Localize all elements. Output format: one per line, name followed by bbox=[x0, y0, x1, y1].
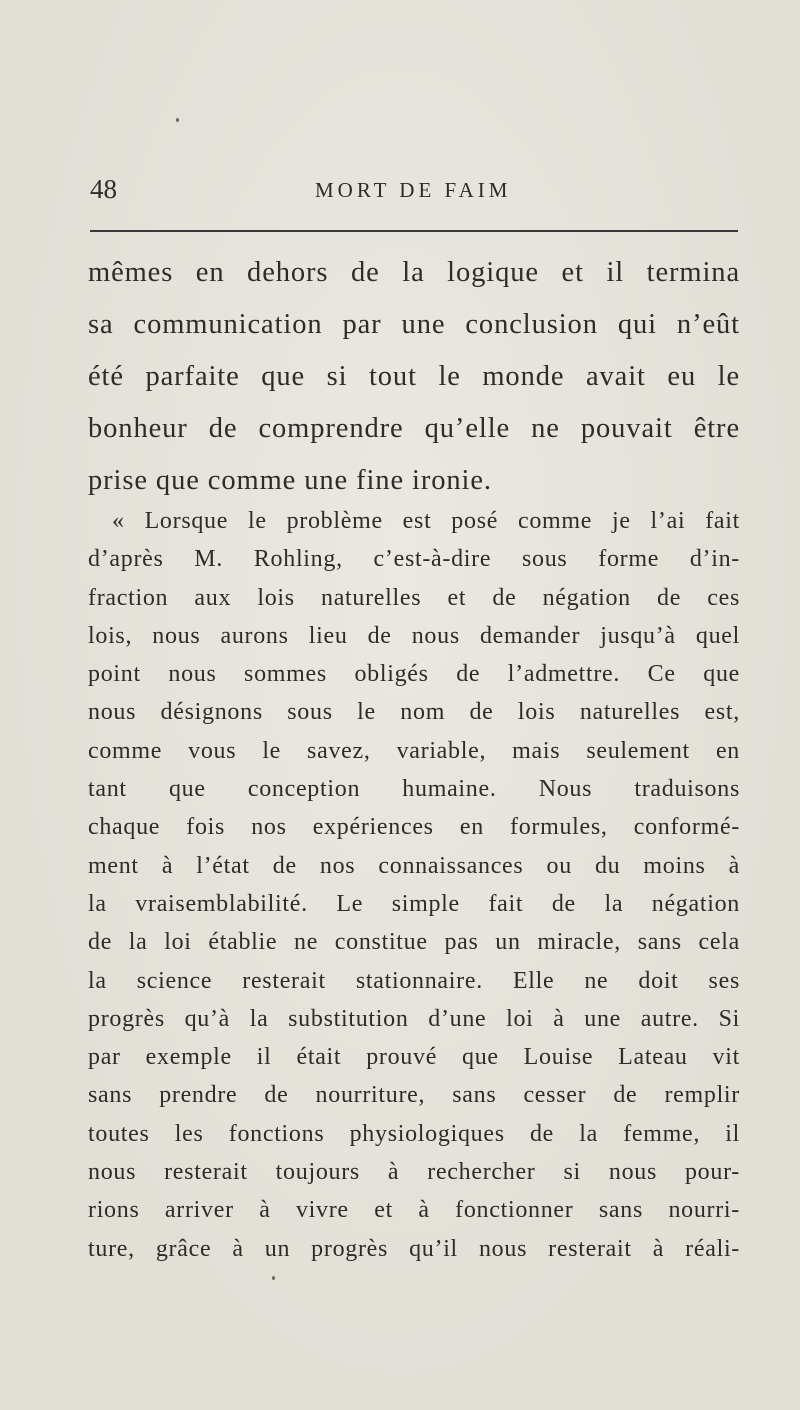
paper-speck bbox=[176, 118, 179, 122]
text-line: la vraisemblabilité. Le simple fait de la négation bbox=[88, 890, 740, 917]
text-line: lois, nous aurons lieu de nous demander jusqu’à quel bbox=[88, 622, 740, 649]
text-line: la science resterait stationnaire. Elle ne doit ses bbox=[88, 967, 740, 994]
header-rule bbox=[90, 230, 738, 232]
text-line: nous désignons sous le nom de lois naturelles est, bbox=[88, 699, 740, 726]
page-number: 48 bbox=[90, 174, 117, 204]
text-line: point nous sommes obligés de l’admettre. Ce que bbox=[88, 661, 740, 688]
text-line: fraction aux lois naturelles et de négation de ces bbox=[88, 584, 740, 611]
text-line: par exemple il était prouvé que Louise Lateau vit bbox=[88, 1044, 740, 1071]
paragraph-continuation bbox=[88, 247, 740, 507]
text-line: rions arriver à vivre et à fonctionner sans nourri- bbox=[88, 1197, 740, 1224]
text-line: toutes les fonctions physiologiques de la femme, il bbox=[88, 1120, 740, 1147]
text-line: été parfaite que si tout le monde avait eu le bbox=[88, 361, 740, 392]
text-line: sa communication par une conclusion qui n’eût bbox=[88, 309, 740, 340]
paper-speck bbox=[272, 1276, 275, 1280]
text-line: bonheur de comprendre qu’elle ne pouvait être bbox=[88, 413, 740, 444]
text-line: ment à l’état de nos connaissances ou du moins à bbox=[88, 852, 740, 879]
page-header bbox=[90, 168, 738, 208]
text-line: progrès qu’à la substitution d’une loi à une autre. Si bbox=[88, 1005, 740, 1032]
text-line: nous resterait toujours à rechercher si nous pour- bbox=[88, 1159, 740, 1186]
text-line: chaque fois nos expériences en formules, conformé- bbox=[88, 814, 740, 841]
text-line: sans prendre de nourriture, sans cesser de remplir bbox=[88, 1082, 740, 1109]
text-line: tant que conception humaine. Nous traduisons bbox=[88, 776, 740, 803]
text-line: ture, grâce à un progrès qu’il nous resterait à réali- bbox=[88, 1235, 740, 1262]
paragraph-quote bbox=[88, 502, 740, 1268]
text-line: prise que comme une fine ironie. bbox=[88, 465, 492, 496]
text-line: « Lorsque le problème est posé comme je l’ai fait bbox=[112, 508, 740, 534]
text-line: mêmes en dehors de la logique et il termina bbox=[88, 257, 740, 288]
text-line: de la loi établie ne constitue pas un miracle, sans cela bbox=[88, 929, 740, 956]
text-line: d’après M. Rohling, c’est-à-dire sous forme d’in- bbox=[88, 546, 740, 573]
text-line: comme vous le savez, variable, mais seulement en bbox=[88, 737, 740, 764]
running-title: MORT DE FAIM bbox=[315, 178, 512, 202]
